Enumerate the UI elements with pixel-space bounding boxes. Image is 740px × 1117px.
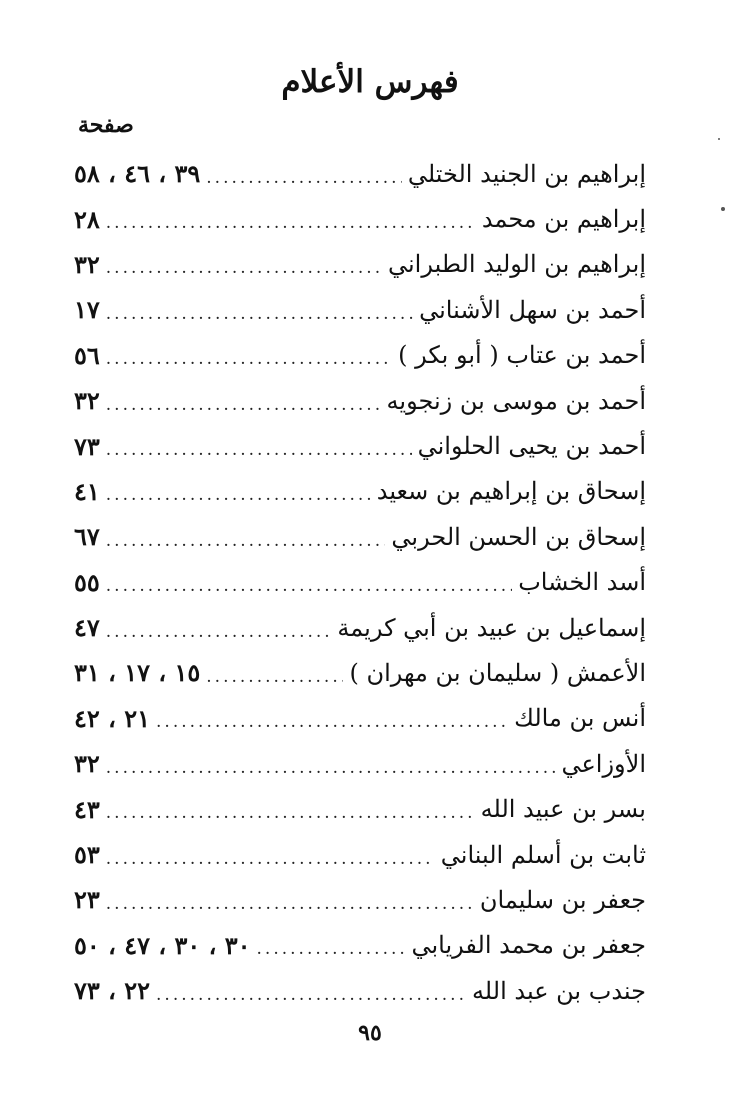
- entry-pages: ٢٣: [74, 885, 100, 915]
- dot-leader: [106, 258, 382, 278]
- entry-name: أنس بن مالك: [514, 704, 646, 733]
- entry-name: أسد الخشاب: [518, 568, 646, 597]
- entry-name: أحمد بن يحيى الحلواني: [417, 432, 646, 461]
- entry-name: جعفر بن محمد الفريابي: [411, 931, 646, 960]
- index-entry: [74, 151, 646, 196]
- dot-leader: [156, 712, 508, 732]
- index-entry: [74, 242, 646, 287]
- page-number: ٩٥: [358, 1020, 382, 1046]
- entry-name: إبراهيم بن الجنيد الختلي: [407, 159, 646, 188]
- dot-leader: [106, 304, 413, 324]
- dot-leader: [156, 985, 466, 1005]
- entry-name: ثابت بن أسلم البناني: [440, 840, 646, 869]
- index-entry: [74, 333, 646, 378]
- index-entry: [74, 786, 646, 831]
- entry-name: الأوزاعي: [561, 749, 646, 778]
- entry-pages: ٣٢: [74, 249, 100, 279]
- dot-leader: [106, 894, 474, 914]
- entry-name: إبراهيم بن الوليد الطبراني: [388, 250, 646, 279]
- dot-leader: [106, 758, 556, 778]
- dot-leader: [257, 939, 406, 959]
- entry-pages: ٢١ ، ٤٢: [74, 703, 151, 733]
- entry-name: بسر بن عبيد الله: [480, 795, 646, 824]
- index-entries: [74, 151, 646, 1013]
- index-entry: [74, 650, 646, 695]
- index-entry: [74, 378, 646, 423]
- entry-pages: ٥٦: [74, 340, 100, 370]
- index-entry: [74, 287, 646, 332]
- entry-pages: ٧٣: [74, 431, 100, 461]
- index-entry: [74, 605, 646, 650]
- entry-pages: ٤١: [74, 476, 100, 506]
- index-entry: [74, 832, 646, 877]
- index-entry: [74, 923, 646, 968]
- dot-leader: [106, 849, 435, 869]
- index-entry: [74, 423, 646, 468]
- entry-name: أحمد بن عتاب ( أبو بكر ): [398, 341, 646, 370]
- dot-leader: [106, 622, 332, 642]
- entry-pages: ٣٩ ، ٤٦ ، ٥٨: [74, 159, 201, 189]
- entry-pages: ٣٢: [74, 386, 100, 416]
- entry-name: إسماعيل بن عبيد بن أبي كريمة: [337, 613, 646, 642]
- page-column-header: صفحة: [78, 112, 134, 138]
- dot-leader: [106, 485, 371, 505]
- entry-pages: ١٧: [74, 295, 100, 325]
- entry-pages: ٢٢ ، ٧٣: [74, 976, 151, 1006]
- scan-speck: [718, 138, 720, 140]
- entry-name: أحمد بن سهل الأشناني: [419, 295, 646, 324]
- entry-name: الأعمش ( سليمان بن مهران ): [349, 658, 646, 687]
- entry-name: جعفر بن سليمان: [479, 885, 646, 914]
- index-entry: [74, 696, 646, 741]
- entry-pages: ٥٣: [74, 840, 100, 870]
- entry-name: إسحاق بن إبراهيم بن سعيد: [376, 477, 646, 506]
- dot-leader: [106, 349, 392, 369]
- entry-name: جندب بن عبد الله: [471, 976, 646, 1005]
- entry-pages: ٦٧: [74, 522, 100, 552]
- entry-name: إسحاق بن الحسن الحربي: [391, 522, 646, 551]
- index-entry: [74, 877, 646, 922]
- index-entry: [74, 968, 646, 1013]
- dot-leader: [106, 213, 476, 233]
- dot-leader: [206, 667, 343, 687]
- dot-leader: [206, 168, 402, 188]
- index-entry: [74, 514, 646, 559]
- page-title: فهرس الأعلام: [281, 64, 459, 100]
- entry-name: أحمد بن موسى بن زنجويه: [386, 386, 646, 415]
- index-entry: [74, 741, 646, 786]
- entry-pages: ٣٢: [74, 749, 100, 779]
- scan-speck: [721, 207, 725, 211]
- index-entry: [74, 469, 646, 514]
- index-entry: [74, 196, 646, 241]
- dot-leader: [106, 395, 381, 415]
- dot-leader: [106, 576, 512, 596]
- entry-pages: ١٥ ، ١٧ ، ٣١: [74, 658, 201, 688]
- entry-pages: ٣٠ ، ٣٠ ، ٤٧ ، ٥٠: [74, 930, 251, 960]
- dot-leader: [106, 531, 386, 551]
- entry-pages: ٤٣: [74, 794, 100, 824]
- entry-pages: ٤٧: [74, 613, 100, 643]
- dot-leader: [106, 803, 475, 823]
- index-entry: [74, 560, 646, 605]
- entry-pages: ٥٥: [74, 567, 100, 597]
- dot-leader: [106, 440, 412, 460]
- entry-pages: ٢٨: [74, 204, 100, 234]
- entry-name: إبراهيم بن محمد: [481, 205, 646, 234]
